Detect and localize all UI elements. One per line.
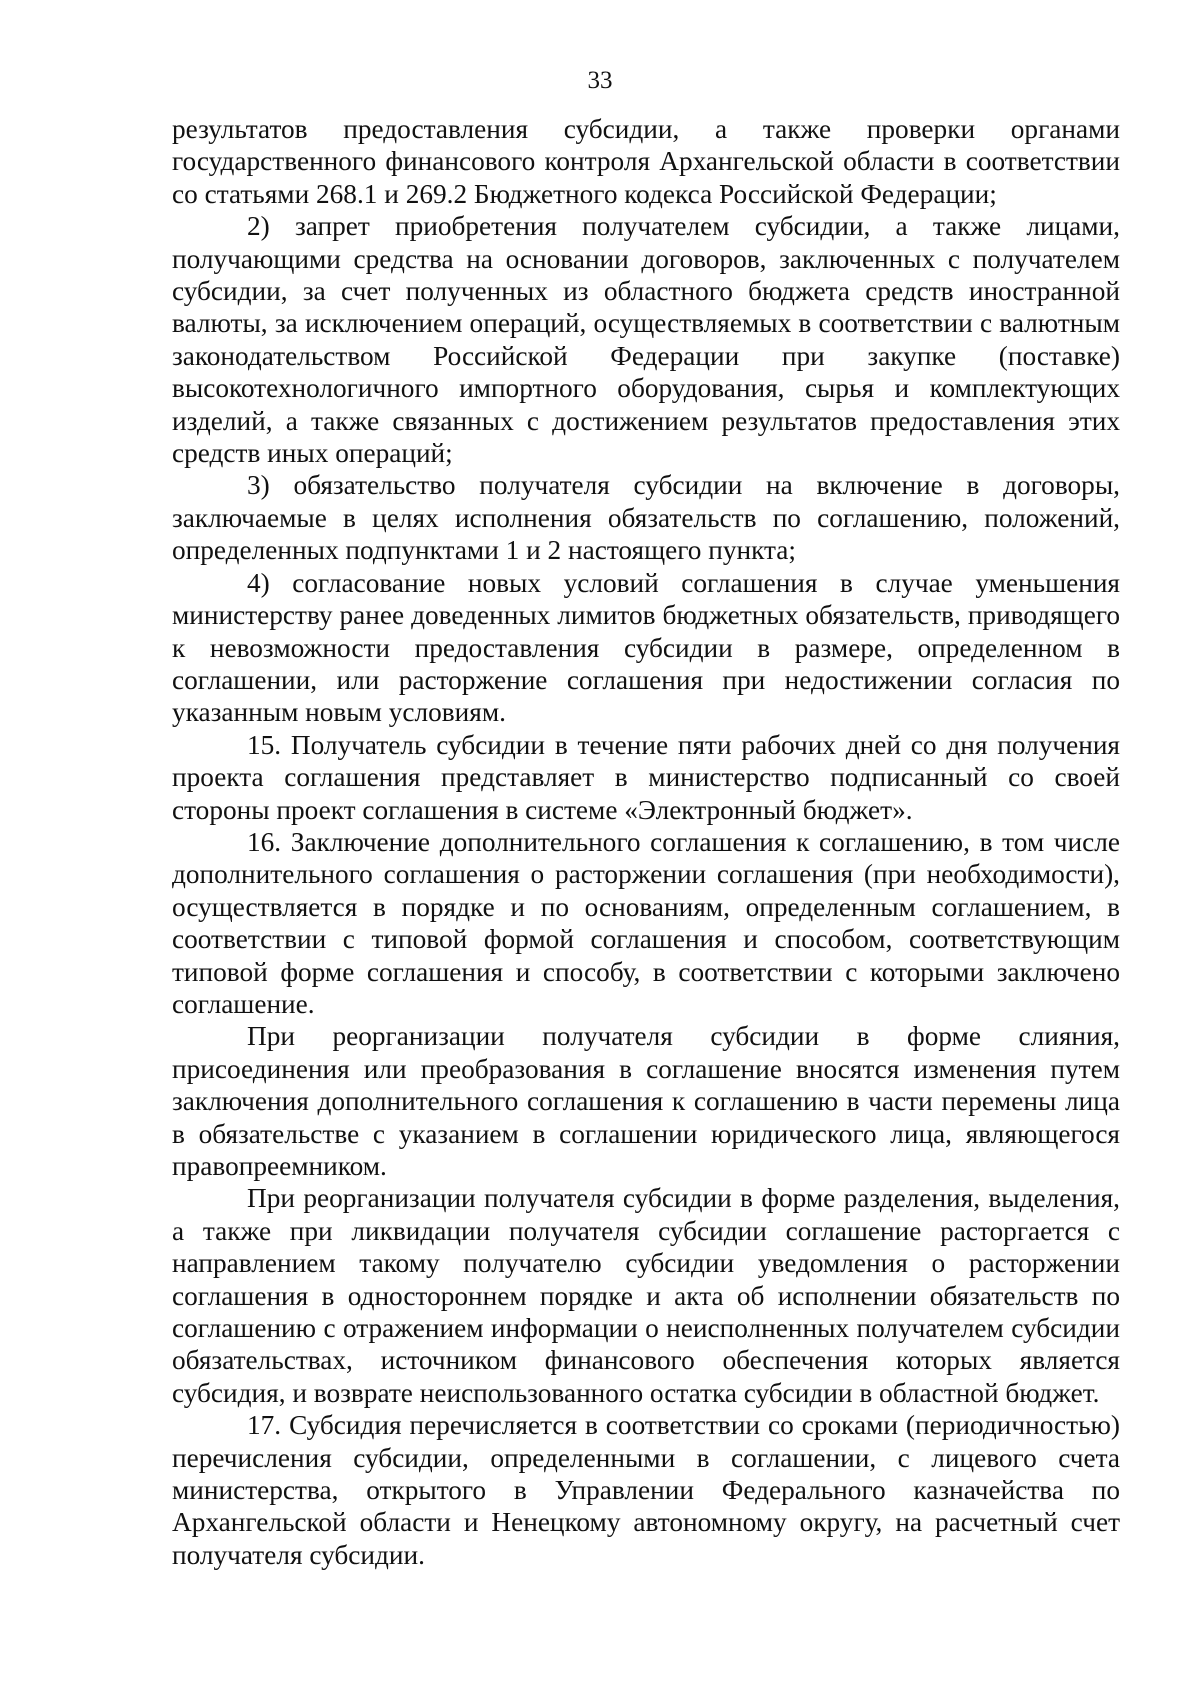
paragraph: 15. Получатель субсидии в течение пяти рабочих дней со дня получения проекта соглашения представляет в министерство подписанный со своей стороны проект соглашения в системе «Электронный бюджет». <box>172 729 1120 825</box>
page-number: 33 <box>587 67 613 94</box>
paragraph: результатов предоставления субсидии, а также проверки органами государственного финансового контроля Архангельской области в соответствии со статьями 268.1 и 269.2 Бюджетного кодекса Российской Федерации; <box>172 114 1120 209</box>
document-body <box>172 113 1120 1571</box>
paragraph: 2) запрет приобретения получателем субсидии, а также лицами, получающими средства на основании договоров, заключенных с получателем субсидии, за счет полученных из областного бюджета средств иностранной валюты, за исключением операций, осуществляемых в соответствии с валютным законодательством Российской Федерации при закупке (поставке) высокотехнологичного импортного оборудования, сырья и комплектующих изделий, а также связанных с достижением результатов предоставления этих средств иных операций; <box>172 211 1120 469</box>
paragraph: При реорганизации получателя субсидии в форме слияния, присоединения или преобразования в соглашение вносятся изменения путем заключения дополнительного соглашения к соглашению в части перемены лица в обязательстве с указанием в соглашении юридического лица, являющегося правопреемником. <box>172 1021 1120 1181</box>
paragraph: 17. Субсидия перечисляется в соответствии со сроками (периодичностью) перечисления субсидии, определенными в соглашении, с лицевого счета министерства, открытого в Управлении Федерального казначейства по Архангельской области и Ненецкому автономному округу, на расчетный счет получателя субсидии. <box>172 1410 1120 1570</box>
paragraph: 16. Заключение дополнительного соглашения к соглашению, в том числе дополнительного соглашения о расторжении соглашения (при необходимости), осуществляется в порядке и по основаниям, определенным соглашением, в соответствии с типовой формой соглашения и способом, соответствующим типовой форме соглашения и способу, в соответствии с которыми заключено соглашение. <box>172 826 1120 1019</box>
paragraph: 4) согласование новых условий соглашения в случае уменьшения министерству ранее доведенных лимитов бюджетных обязательств, приводящего к невозможности предоставления субсидии в размере, определенном в соглашении, или расторжение соглашения при недостижении согласия по указанным новым условиям. <box>172 567 1120 728</box>
paragraph: 3) обязательство получателя субсидии на включение в договоры, заключаемые в целях исполнения обязательств по соглашению, положений, определенных подпунктами 1 и 2 настоящего пункта; <box>172 470 1120 566</box>
paragraph: При реорганизации получателя субсидии в форме разделения, выделения, а также при ликвидации получателя субсидии соглашение расторгается с направлением такому получателю субсидии уведомления о расторжении соглашения в одностороннем порядке и акта об исполнении обязательств по соглашению с отражением информации о неисполненных получателем субсидии обязательствах, источником финансового обеспечения которых является субсидия, и возврате неиспользованного остатка субсидии в областной бюджет. <box>172 1183 1120 1408</box>
